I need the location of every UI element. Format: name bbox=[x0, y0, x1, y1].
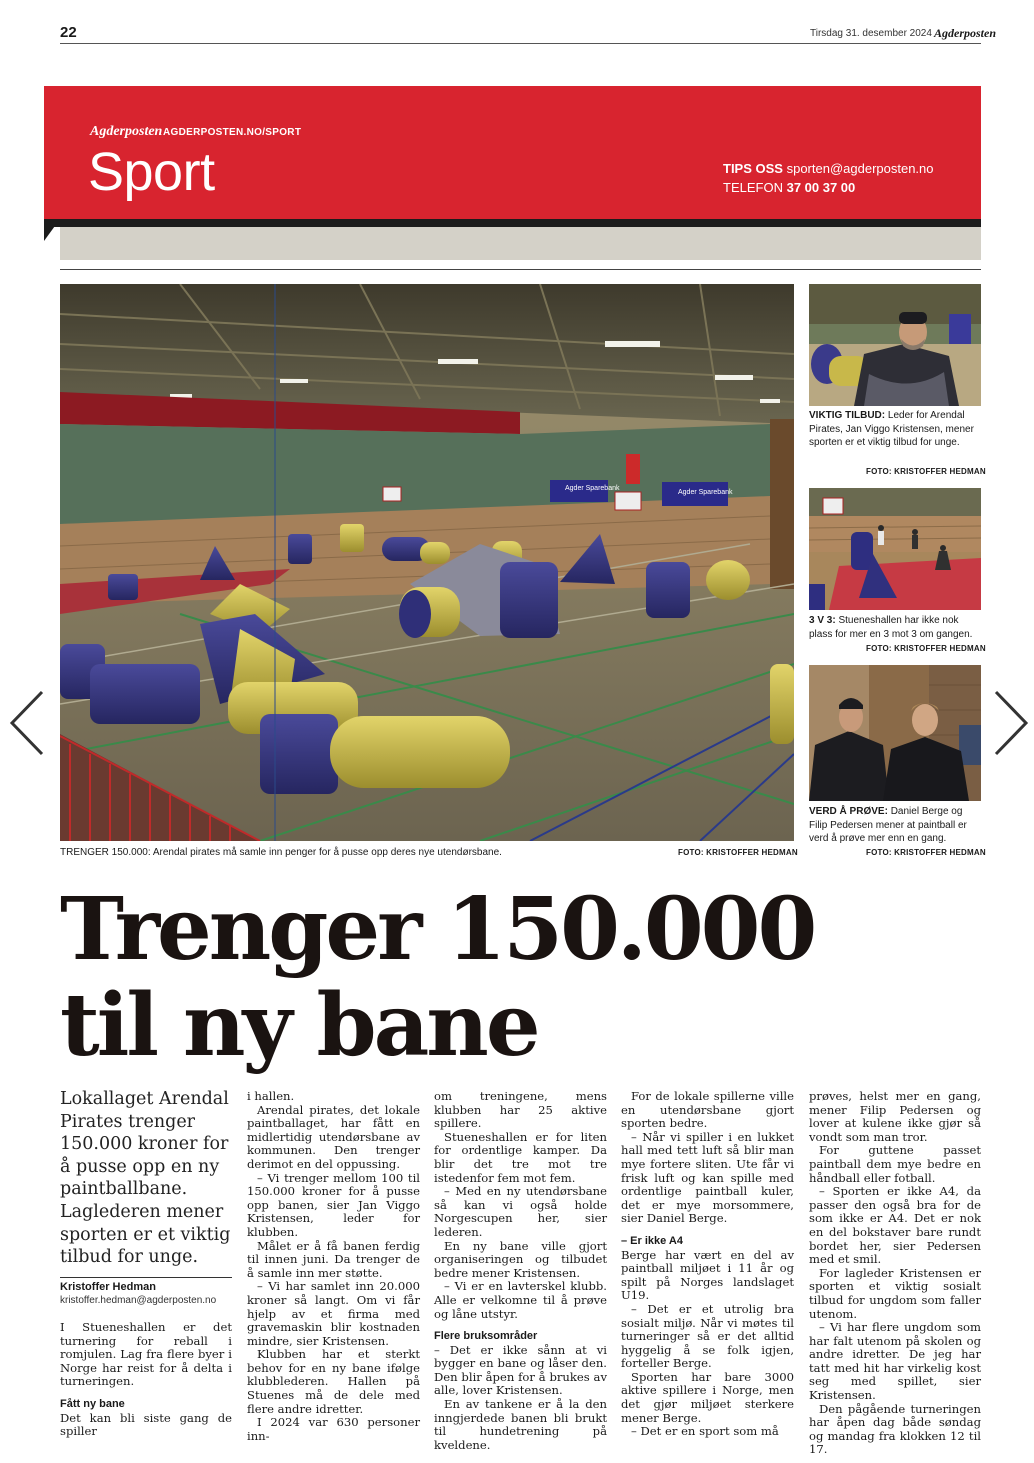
byline-author: Kristoffer Hedman bbox=[60, 1281, 156, 1293]
paragraph: For de lokale spillerne ville en utendørsbane gjort sporten bedre. bbox=[621, 1089, 794, 1131]
newspaper-logo: Agderposten bbox=[934, 26, 997, 40]
paragraph: En ny bane ville gjort organiseringen og tilbudet bedre mener Kristensen. bbox=[434, 1238, 607, 1280]
paragraph: En av tankene er å la den inngjerdede banen bli brukt til hundetrening på kveldene. bbox=[434, 1397, 607, 1452]
paragraph: For lagleder Kristensen er sporten et viktig sosialt tilbud for ungdom som faller utenom. bbox=[809, 1265, 981, 1321]
side-photo-1-caption-text: Leder for Arendal Pirates, Jan Viggo Kristensen, mener sporten er et viktig tilbud for unge. bbox=[809, 410, 974, 448]
paragraph: Den pågående turneringen har åpen dag både søndag og mandag fra klokken 12 til 17. bbox=[809, 1401, 981, 1457]
side-photo-3-credit: FOTO: KRISTOFFER HEDMAN bbox=[866, 848, 986, 857]
byline-email[interactable]: kristoffer.hedman@agderposten.no bbox=[60, 1295, 217, 1306]
main-photo bbox=[60, 284, 794, 841]
side-photo-1-credit: FOTO: KRISTOFFER HEDMAN bbox=[866, 467, 986, 476]
paragraph: prøves, helst mer en gang, mener Filip Pedersen og lover at kulene ikke gjør så vondt som man tror. bbox=[809, 1089, 981, 1144]
paragraph: – Sporten er ikke A4, da passer den også bra for de som ikke er A4. Det er nok en del bokstaver bare rundt bordet her, sier Pedersen med et smil. bbox=[809, 1184, 981, 1267]
paragraph: Arendal pirates, det lokale paintballaget, har fått en midlertidig utendørsbane av kommunen. Den trenger derimot en del oppussing. bbox=[247, 1102, 420, 1171]
side-photo-2-caption bbox=[809, 614, 981, 641]
paragraph: Sporten har bare 3000 aktive spillere i Norge, men det gjør miljøet sterkere mener Berge. bbox=[621, 1369, 794, 1425]
paragraph: Klubben har et sterkt behov for en ny bane ifølge klubblederen. Hallen på Stuenes må de dele med flere andre idretter. bbox=[247, 1347, 420, 1416]
paragraph: Stueneshallen er for liten for ordentlige kamper. Da blir det tre mot tre istedenfor fem mot fem. bbox=[434, 1129, 607, 1185]
article-column-5 bbox=[809, 1090, 981, 1457]
chevron-left-icon bbox=[6, 688, 46, 758]
side-photo-leader bbox=[809, 284, 981, 406]
chevron-right-icon bbox=[992, 688, 1032, 758]
paragraph: Berge har vært en del av paintball miljøet i 11 år og spilt på Norges landslaget U19. bbox=[621, 1247, 794, 1303]
two-players-image bbox=[809, 665, 981, 801]
article-headline bbox=[60, 879, 820, 1076]
header-rule bbox=[60, 43, 981, 44]
phone-number: 37 00 37 00 bbox=[786, 180, 856, 195]
article-column-1 bbox=[60, 1321, 232, 1439]
paragraph: – Vi har flere ungdom som har falt utenom på skolen og andre idretter. De jeg har tatt med hit har virkelig kost seg med spillet, sier Kristensen. bbox=[809, 1320, 981, 1403]
side-photo-3-caption-text: Daniel Berge og Filip Pedersen mener at paintball er verd å prøve mer enn en gang. bbox=[809, 806, 967, 844]
paragraph: For guttene passet paintball dem mye bedre en håndball eller fotball. bbox=[809, 1143, 981, 1185]
side-photo-3-caption-label: VERD Å PRØVE: bbox=[809, 806, 888, 817]
side-photo-2-caption-label: 3 V 3: bbox=[809, 615, 836, 626]
banner-fold bbox=[44, 219, 60, 241]
headline-line-1: Trenger 150.000 bbox=[60, 879, 815, 980]
article-column-4 bbox=[621, 1090, 794, 1439]
section-title: Sport bbox=[88, 142, 215, 202]
article-column-2 bbox=[247, 1090, 420, 1443]
side-photo-1-caption-label: VIKTIG TILBUD: bbox=[809, 410, 886, 421]
banner-gray-band bbox=[60, 227, 981, 260]
phone-label: TELEFON bbox=[723, 180, 783, 195]
article-column-3 bbox=[434, 1090, 607, 1452]
issue-date: Tirsdag 31. desember 2024 bbox=[810, 28, 932, 39]
section-url[interactable]: AGDERPOSTEN.NO/SPORT bbox=[163, 127, 302, 138]
paragraph: Det kan bli siste gang de spiller bbox=[60, 1410, 232, 1439]
banner-shadow bbox=[44, 219, 981, 227]
tips-contact bbox=[723, 161, 934, 176]
phone-contact bbox=[723, 180, 855, 195]
paragraph: om treningene, mens klubben har 25 aktive spillere. bbox=[434, 1089, 607, 1131]
subheading: – Er ikke A4 bbox=[621, 1234, 683, 1247]
main-photo-caption: TRENGER 150.000: Arendal pirates må samle inn penger for å pusse opp deres nye utendørsbane. bbox=[60, 847, 502, 858]
section-rule bbox=[60, 269, 981, 270]
side-photo-2-caption-text: Stueneshallen har ikke nok plass for mer en 3 mot 3 om gangen. bbox=[809, 615, 973, 640]
subheading: Flere bruksområder bbox=[434, 1330, 538, 1343]
paragraph: I Stueneshallen er det turnering for reball i romjulen. Lag fra flere byer i Norge har reist for å delta i turneringen. bbox=[60, 1320, 232, 1389]
sponsor-sign-2: Agder Sparebank bbox=[678, 489, 733, 496]
paragraph: – Det er ikke sånn at vi bygger en bane og låser den. Den blir åpen for å brukes av alle, lover Kristensen. bbox=[434, 1342, 607, 1398]
tips-label: TIPS OSS bbox=[723, 161, 783, 176]
paragraph: – Det er en sport som må bbox=[631, 1424, 779, 1439]
previous-page-button[interactable] bbox=[6, 688, 46, 758]
paintball-hall-image bbox=[60, 284, 794, 841]
side-photo-3-caption bbox=[809, 805, 981, 846]
side-photo-2-credit: FOTO: KRISTOFFER HEDMAN bbox=[866, 644, 986, 653]
banner-logo: Agderposten bbox=[90, 124, 163, 139]
paragraph: – Det er et utrolig bra sosialt miljø. Når vi møtes til turneringer så er det alltid hyggelig å se folk igjen, forteller Berge. bbox=[621, 1301, 794, 1371]
paragraph: – Vi trenger mellom 100 til 150.000 kroner for å pusse opp banen, sier Jan Viggo Kristensen, leder for klubben. bbox=[247, 1170, 420, 1239]
headline-line-2: til ny bane bbox=[60, 975, 538, 1076]
side-photo-1-caption bbox=[809, 409, 981, 450]
paragraph: – Vi er en lavterskel klubb. Alle er velkomne til å prøve og låne utstyr. bbox=[434, 1279, 607, 1321]
subheading: Fått ny bane bbox=[60, 1397, 125, 1410]
page-number: 22 bbox=[60, 24, 77, 41]
paragraph: i hallen. bbox=[247, 1089, 295, 1103]
three-vs-three-image bbox=[809, 488, 981, 610]
sponsor-sign-1: Agder Sparebank bbox=[565, 485, 620, 492]
leader-portrait-image bbox=[809, 284, 981, 406]
paragraph: Målet er å få banen ferdig til innen juni. Da trenger de å samle inn mer støtte. bbox=[247, 1238, 420, 1280]
main-photo-credit: FOTO: KRISTOFFER HEDMAN bbox=[678, 848, 798, 857]
side-photo-players bbox=[809, 665, 981, 801]
tips-email[interactable]: sporten@agderposten.no bbox=[786, 161, 934, 176]
byline-rule bbox=[60, 1277, 232, 1278]
paragraph: – Vi har samlet inn 20.000 kroner så langt. Om vi får hjelp av et firma med gravemaskin blir kostnaden mindre, sier Kristensen. bbox=[247, 1279, 420, 1348]
next-page-button[interactable] bbox=[992, 688, 1032, 758]
paragraph: – Med en ny utendørsbane så kan vi også holde Norgescupen her, sier lederen. bbox=[434, 1184, 607, 1239]
paragraph: I 2024 var 630 personer inn- bbox=[247, 1415, 420, 1443]
paragraph: – Når vi spiller i en lukket hall med tett luft så blir man mye fortere sliten. Ute får vi frisk luft og kan spille med ordentlige paintball kuler, det er mye morsommere, sier Daniel Berge. bbox=[621, 1129, 794, 1226]
article-ingress: Lokallaget Arendal Pirates trenger 150.000 kroner for å pusse opp en ny paintballbane. Laglederen mener sporten er et viktig tilbud for unge. bbox=[60, 1089, 231, 1268]
side-photo-3v3 bbox=[809, 488, 981, 610]
